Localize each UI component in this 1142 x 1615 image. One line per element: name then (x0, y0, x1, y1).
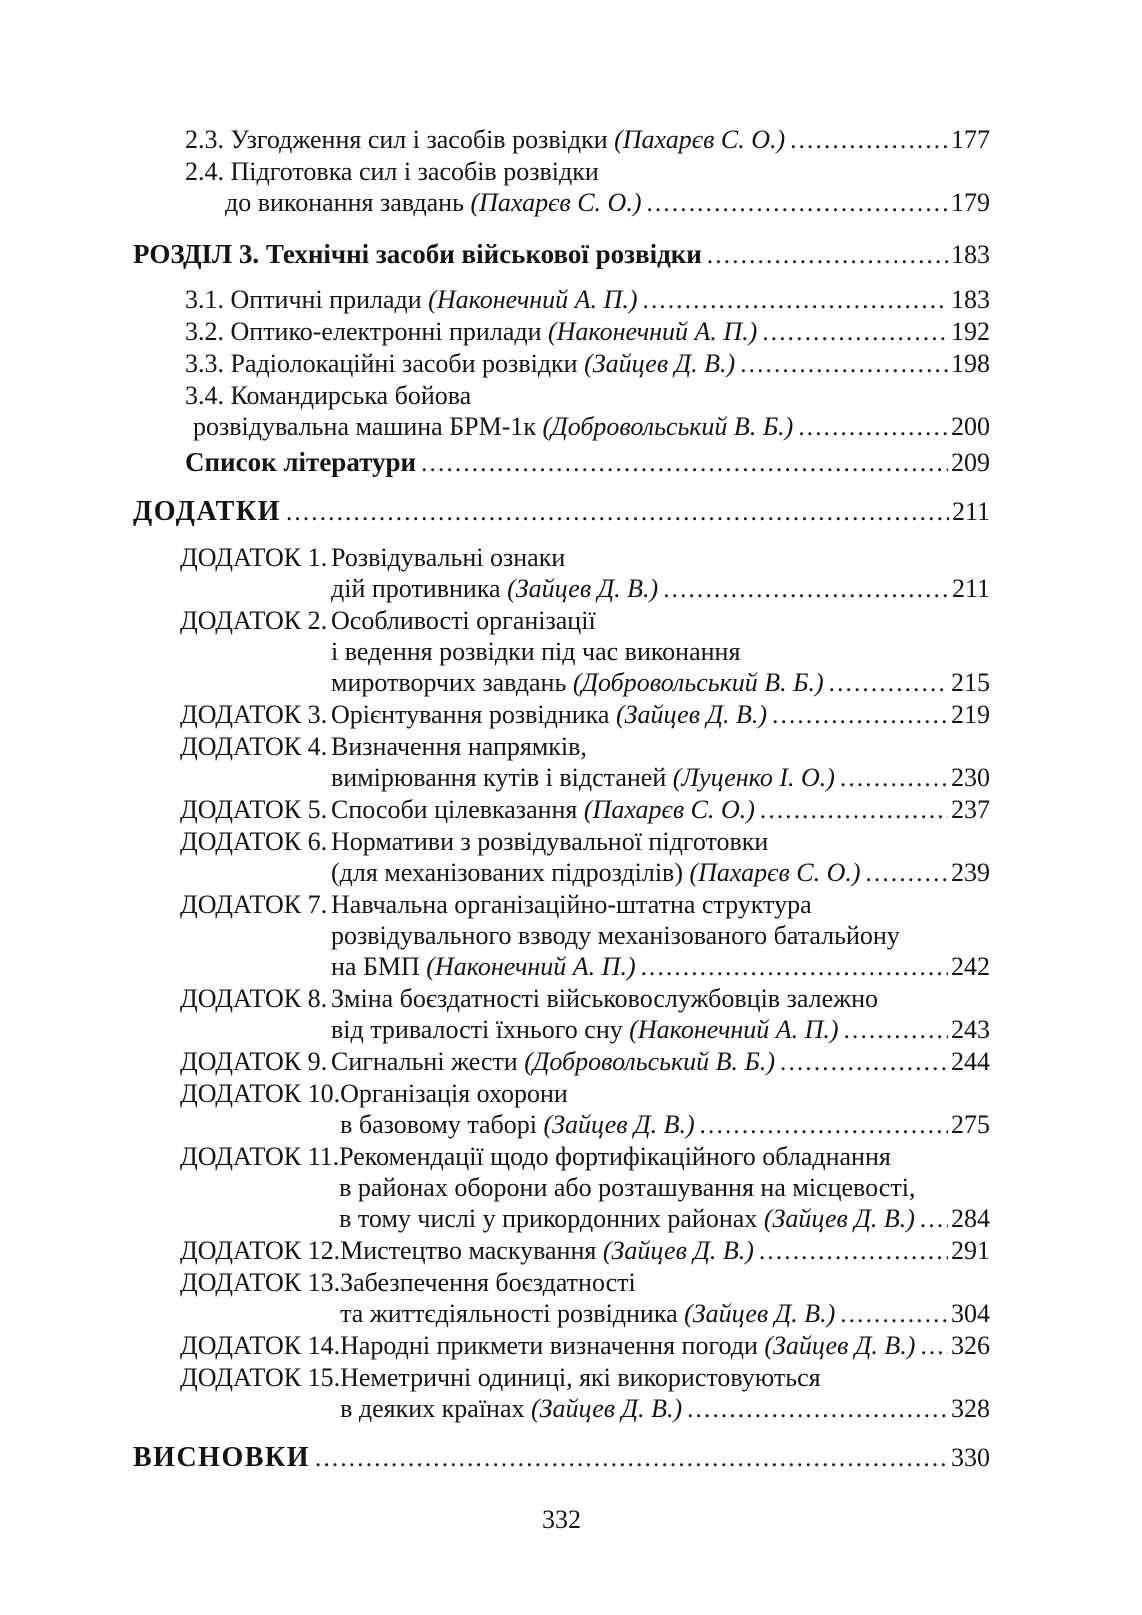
appendix-label: ДОДАТОК 1. (180, 543, 328, 572)
toc-entry-text (225, 187, 641, 218)
toc-title-text: миротворчих завдань (331, 668, 573, 697)
dot-leader (646, 187, 948, 219)
toc-title-text: ВИСНОВКИ (133, 1442, 310, 1473)
toc-title-text: від тривалості їхнього сну (331, 1015, 630, 1044)
appendix-lines (340, 1078, 990, 1141)
toc-entry-text (331, 762, 835, 793)
toc-appendix-entry (133, 542, 990, 605)
toc-page-number: 291 (951, 1236, 990, 1265)
toc-entry (133, 1442, 990, 1474)
toc-entry-text (331, 826, 768, 857)
toc-line (331, 731, 990, 762)
toc-line (331, 857, 990, 889)
toc-title-text: РОЗДІЛ 3. Технічні засоби військової розвідки (133, 239, 702, 269)
toc-title-text: Навчальна організаційно-штатна структура (331, 890, 812, 919)
dot-leader (740, 348, 948, 380)
toc-entry (133, 348, 990, 380)
appendix-label: ДОДАТОК 3. (180, 700, 328, 729)
toc-entry-text (185, 156, 599, 187)
toc-page-number: 242 (951, 952, 990, 981)
toc-appendix-entry (133, 1078, 990, 1141)
appendix-label: ДОДАТОК 2. (180, 606, 328, 635)
dot-leader (772, 699, 948, 731)
toc-line (133, 124, 990, 156)
toc-page-number: 244 (951, 1047, 990, 1076)
dot-leader (840, 1298, 948, 1330)
toc-line (339, 1203, 990, 1235)
dot-leader (780, 1046, 948, 1078)
toc-appendix-entry (133, 889, 990, 983)
toc-page-number: 183 (951, 240, 990, 269)
toc-entry (133, 239, 990, 271)
appendix-lines (339, 1141, 990, 1235)
dot-leader (762, 316, 948, 348)
toc-line (331, 1014, 990, 1046)
toc-title-text: розвідувальна машина БРМ-1к (193, 412, 543, 441)
toc-appendix-entry (133, 731, 990, 794)
toc-entry-text (340, 1109, 695, 1140)
appendix-label: ДОДАТОК 7. (180, 890, 328, 919)
toc-entry-text (185, 380, 471, 411)
toc-author: (Зайцев Д. В.) (763, 1204, 915, 1233)
toc-author: (Зайцев Д. В.) (684, 1299, 836, 1328)
dot-leader (844, 1014, 948, 1046)
toc-page-number: 328 (951, 1394, 990, 1423)
toc-title-text: в деяких країнах (340, 1394, 532, 1423)
appendix-lines (340, 1330, 990, 1362)
toc-author: (Зайцев Д. В.) (615, 700, 768, 729)
toc-entry-text (331, 699, 767, 730)
toc-entry-text (133, 496, 281, 527)
toc-author: (Зайцев Д. В.) (584, 349, 736, 378)
toc-line (340, 1078, 990, 1109)
toc-page-number: 237 (951, 795, 990, 824)
toc-appendix-entry (133, 605, 990, 699)
toc-entry-text (133, 239, 702, 270)
toc-line (133, 1442, 990, 1474)
toc-page-number: 200 (951, 412, 990, 441)
toc-entry (133, 380, 990, 443)
toc-line (133, 348, 990, 380)
appendix-lines (331, 1046, 990, 1078)
toc-line (339, 1141, 990, 1172)
toc-entry-text (331, 920, 900, 951)
appendix-lines (331, 983, 990, 1046)
toc-title-text: в районах оборони або розташування на місцевості, (339, 1173, 916, 1202)
toc-page-number: 198 (951, 349, 990, 378)
toc-entry (133, 447, 990, 479)
dot-leader (421, 447, 948, 479)
appendix-lines (331, 731, 990, 794)
toc-entry-text (339, 1141, 891, 1172)
toc-page-number: 243 (951, 1015, 990, 1044)
toc-page-number: 192 (951, 317, 990, 346)
dot-leader (315, 1442, 948, 1474)
toc-author: (Зайцев Д. В.) (507, 574, 659, 603)
toc-entry (133, 316, 990, 348)
appendix-lines (331, 542, 990, 605)
toc-page-number: 230 (951, 763, 990, 792)
toc-entry-text (331, 857, 861, 888)
toc-title-text: Мистецтво маскування (340, 1236, 603, 1265)
toc-title-text: Нормативи з розвідувальної підготовки (331, 827, 769, 856)
toc-line (331, 983, 990, 1014)
toc-title-text: 2.3. Узгодження сил і засобів розвідки (185, 125, 615, 154)
toc-title-text: та життєдіяльності розвідника (340, 1299, 685, 1328)
toc-line (331, 920, 990, 951)
toc-title-text: дій противника (331, 574, 508, 603)
toc-entry-text (340, 1330, 915, 1361)
toc-title-text: в тому числі у прикордонних районах (339, 1204, 764, 1233)
toc-title-text: 2.4. Підготовка сил і засобів розвідки (185, 157, 599, 186)
toc-author: (Наконечний А. П.) (428, 285, 638, 314)
dot-leader (687, 1393, 948, 1425)
dot-leader (790, 124, 948, 156)
dot-leader (920, 1330, 948, 1362)
toc-line (331, 667, 990, 699)
toc-entry-text (340, 1235, 754, 1266)
toc-entry-text (185, 316, 757, 347)
toc-entry-text (331, 542, 565, 573)
appendix-row (133, 605, 990, 699)
appendix-row (133, 1362, 990, 1425)
toc-author: (Зайцев Д. В.) (764, 1331, 916, 1360)
toc-appendix-entry (133, 1267, 990, 1330)
toc-line (133, 316, 990, 348)
toc-title-text: вимірювання кутів і відстаней (331, 763, 673, 792)
toc-entry-text (331, 951, 636, 982)
appendix-row (133, 1330, 990, 1362)
toc-line (340, 1267, 990, 1298)
toc-page-number: 177 (951, 125, 990, 154)
toc-line (133, 496, 990, 528)
toc-appendix-entry (133, 1330, 990, 1362)
toc-appendix-entry (133, 1046, 990, 1078)
appendix-label: ДОДАТОК 15. (180, 1363, 341, 1392)
toc-title-text: 3.2. Оптико-електронні прилади (185, 317, 548, 346)
appendix-label: ДОДАТОК 8. (180, 984, 328, 1013)
toc-page-number: 211 (951, 574, 990, 603)
toc-page-number: 239 (951, 858, 990, 887)
appendix-lines (331, 794, 990, 826)
appendix-label: ДОДАТОК 12. (180, 1236, 341, 1265)
appendix-lines (331, 699, 990, 731)
toc-title-text: Розвідувальні ознаки (331, 543, 566, 572)
toc-page-number: 275 (951, 1110, 990, 1139)
dot-leader (286, 496, 949, 528)
toc-line (331, 542, 990, 573)
toc-title-text: Способи цілевказання (331, 795, 584, 824)
dot-leader (663, 573, 949, 605)
toc-title-text: до виконання завдань (225, 188, 471, 217)
toc-line (331, 636, 990, 667)
toc-author: (Наконечний А. П.) (548, 317, 758, 346)
toc-title-text: (для механізованих підрозділів) (331, 858, 690, 887)
toc-entry (133, 124, 990, 156)
dot-leader (700, 1109, 948, 1141)
toc-title-text: Визначення напрямків, (331, 732, 587, 761)
dot-leader (641, 951, 948, 983)
toc-entry-text (331, 667, 824, 698)
toc-title-text: розвідувального взводу механізованого батальйону (331, 921, 900, 950)
appendix-lines (340, 1235, 990, 1267)
toc-appendix-entry (133, 1362, 990, 1425)
toc-line (133, 239, 990, 271)
appendix-row (133, 699, 990, 731)
toc-entry-text (331, 794, 755, 825)
appendix-row (133, 1046, 990, 1078)
toc-entry-text (339, 1172, 915, 1203)
appendix-row (133, 889, 990, 983)
toc-title-text: на БМП (331, 952, 427, 981)
toc-line (340, 1362, 990, 1393)
toc-entry-text (185, 124, 785, 155)
appendix-label: ДОДАТОК 4. (180, 732, 328, 761)
toc-line (133, 380, 990, 411)
toc-page-number: 215 (951, 668, 990, 697)
toc-line (340, 1298, 990, 1330)
toc-title-text: ДОДАТКИ (133, 496, 281, 527)
toc-entry-text (331, 1014, 839, 1045)
toc-entry-text (185, 284, 638, 315)
toc-title-text: 3.1. Оптичні прилади (185, 285, 429, 314)
toc-entry-text (331, 889, 812, 920)
toc-line (331, 951, 990, 983)
toc-entry-text (340, 1078, 568, 1109)
toc-title-text: Народні прикмети визначення погоди (340, 1331, 765, 1360)
toc-line (331, 699, 990, 731)
appendix-lines (340, 1267, 990, 1330)
dot-leader (759, 1235, 948, 1267)
toc-line (133, 156, 990, 187)
toc-title-text: Зміна боєздатності військовослужбовців залежно (331, 984, 879, 1013)
toc-line (331, 794, 990, 826)
toc-author: (Добровольський В. Б.) (572, 668, 824, 697)
toc-author: (Пахарєв С. О.) (583, 795, 755, 824)
toc-line (331, 605, 990, 636)
dot-leader (829, 667, 948, 699)
toc-appendix-entry (133, 1235, 990, 1267)
appendix-label: ДОДАТОК 6. (180, 827, 328, 856)
toc-title-text: Особливості організації (331, 606, 596, 635)
toc-title-text: Неметричні одиниці, які використовуються (340, 1363, 821, 1392)
toc-appendix-entry (133, 794, 990, 826)
toc-appendix-entry (133, 1141, 990, 1235)
toc-author: (Добровольський В. Б.) (524, 1047, 776, 1076)
appendix-lines (331, 889, 990, 983)
toc-page-number: 179 (951, 188, 990, 217)
toc-author: (Зайцев Д. В.) (543, 1110, 695, 1139)
toc-line (331, 762, 990, 794)
dot-leader (840, 762, 948, 794)
toc-line (331, 889, 990, 920)
page-number-footer: 332 (542, 1505, 581, 1534)
toc-title-text: Рекомендації щодо фортифікаційного обладнання (339, 1142, 891, 1171)
appendix-label: ДОДАТОК 10. (180, 1079, 341, 1108)
toc-entry-text (331, 1046, 775, 1077)
toc-page-number: 330 (951, 1443, 990, 1472)
toc-entry-text (339, 1203, 915, 1234)
toc-author: (Добровольський В. Б.) (542, 412, 794, 441)
dot-leader (643, 284, 949, 316)
appendix-row (133, 1267, 990, 1330)
toc-author: (Луценко І. О.) (672, 763, 835, 792)
toc-line (340, 1393, 990, 1425)
toc-entry-text (193, 411, 793, 442)
appendix-row (133, 794, 990, 826)
dot-leader (760, 794, 948, 826)
toc-entry-text (331, 983, 878, 1014)
toc-appendix-entry (133, 983, 990, 1046)
toc-entry-text (185, 348, 735, 379)
toc-author: (Наконечний А. П.) (426, 952, 636, 981)
appendix-label: ДОДАТОК 13. (180, 1268, 341, 1297)
dot-leader (866, 857, 948, 889)
toc-entry-text (340, 1267, 636, 1298)
toc-line (133, 411, 990, 443)
appendix-lines (331, 605, 990, 699)
toc-entry-text (331, 573, 658, 604)
appendix-row (133, 1141, 990, 1235)
appendix-row (133, 1235, 990, 1267)
appendix-lines (340, 1362, 990, 1425)
dot-leader (798, 411, 948, 443)
toc-line (339, 1172, 990, 1203)
toc-line (133, 284, 990, 316)
appendix-label: ДОДАТОК 5. (180, 795, 328, 824)
toc-list (133, 124, 990, 1474)
toc-author: (Наконечний А. П.) (629, 1015, 839, 1044)
appendix-label: ДОДАТОК 11. (180, 1142, 340, 1171)
toc-line (340, 1330, 990, 1362)
toc-page-number: 209 (951, 448, 990, 477)
toc-page-number: 183 (951, 285, 990, 314)
toc-page-number: 326 (951, 1331, 990, 1360)
appendix-label: ДОДАТОК 14. (180, 1331, 341, 1360)
toc-entry (133, 496, 990, 528)
toc-entry-text (331, 605, 596, 636)
toc-line (331, 1046, 990, 1078)
toc-entry (133, 156, 990, 219)
toc-line (331, 573, 990, 605)
toc-entry-text (340, 1298, 835, 1329)
toc-author: (Зайцев Д. В.) (602, 1236, 754, 1265)
toc-title-text: Забезпечення боєздатності (340, 1268, 636, 1297)
toc-page-number: 211 (951, 497, 990, 526)
appendix-row (133, 826, 990, 889)
toc-title-text: 3.3. Радіолокаційні засоби розвідки (185, 349, 585, 378)
toc-page-number: 304 (951, 1299, 990, 1328)
toc-entry-text (340, 1362, 820, 1393)
toc-page-number: 284 (951, 1204, 990, 1233)
appendix-label: ДОДАТОК 9. (180, 1047, 328, 1076)
appendix-row (133, 983, 990, 1046)
toc-title-text: Орієнтування розвідника (331, 700, 616, 729)
toc-line (331, 826, 990, 857)
toc-title-text: в базовому таборі (340, 1110, 544, 1139)
appendix-row (133, 1078, 990, 1141)
toc-title-text: 3.4. Командирська бойова (185, 381, 472, 410)
toc-line (340, 1235, 990, 1267)
toc-title-text: Сигнальні жести (331, 1047, 525, 1076)
appendix-row (133, 731, 990, 794)
toc-author: (Зайцев Д. В.) (531, 1394, 683, 1423)
toc-entry-text (340, 1393, 682, 1424)
toc-title-text: Організація охорони (340, 1079, 568, 1108)
toc-line (340, 1109, 990, 1141)
toc-entry-text (185, 447, 416, 478)
toc-entry (133, 284, 990, 316)
toc-author: (Пахарєв С. О.) (614, 125, 786, 154)
toc-appendix-entry (133, 699, 990, 731)
dot-leader (707, 239, 948, 271)
toc-author: (Пахарєв С. О.) (470, 188, 642, 217)
toc-entry-text (331, 636, 740, 667)
toc-appendix-entry (133, 826, 990, 889)
toc-title-text: і ведення розвідки під час виконання (331, 637, 741, 666)
toc-page-number: 219 (951, 700, 990, 729)
dot-leader (920, 1203, 948, 1235)
toc-author: (Пахарєв С. О.) (689, 858, 861, 887)
toc-line (133, 447, 990, 479)
toc-entry-text (331, 731, 587, 762)
appendix-row (133, 542, 990, 605)
appendix-lines (331, 826, 990, 889)
toc-title-text: Список літератури (185, 447, 417, 477)
toc-line (133, 187, 990, 219)
toc-entry-text (133, 1442, 310, 1473)
